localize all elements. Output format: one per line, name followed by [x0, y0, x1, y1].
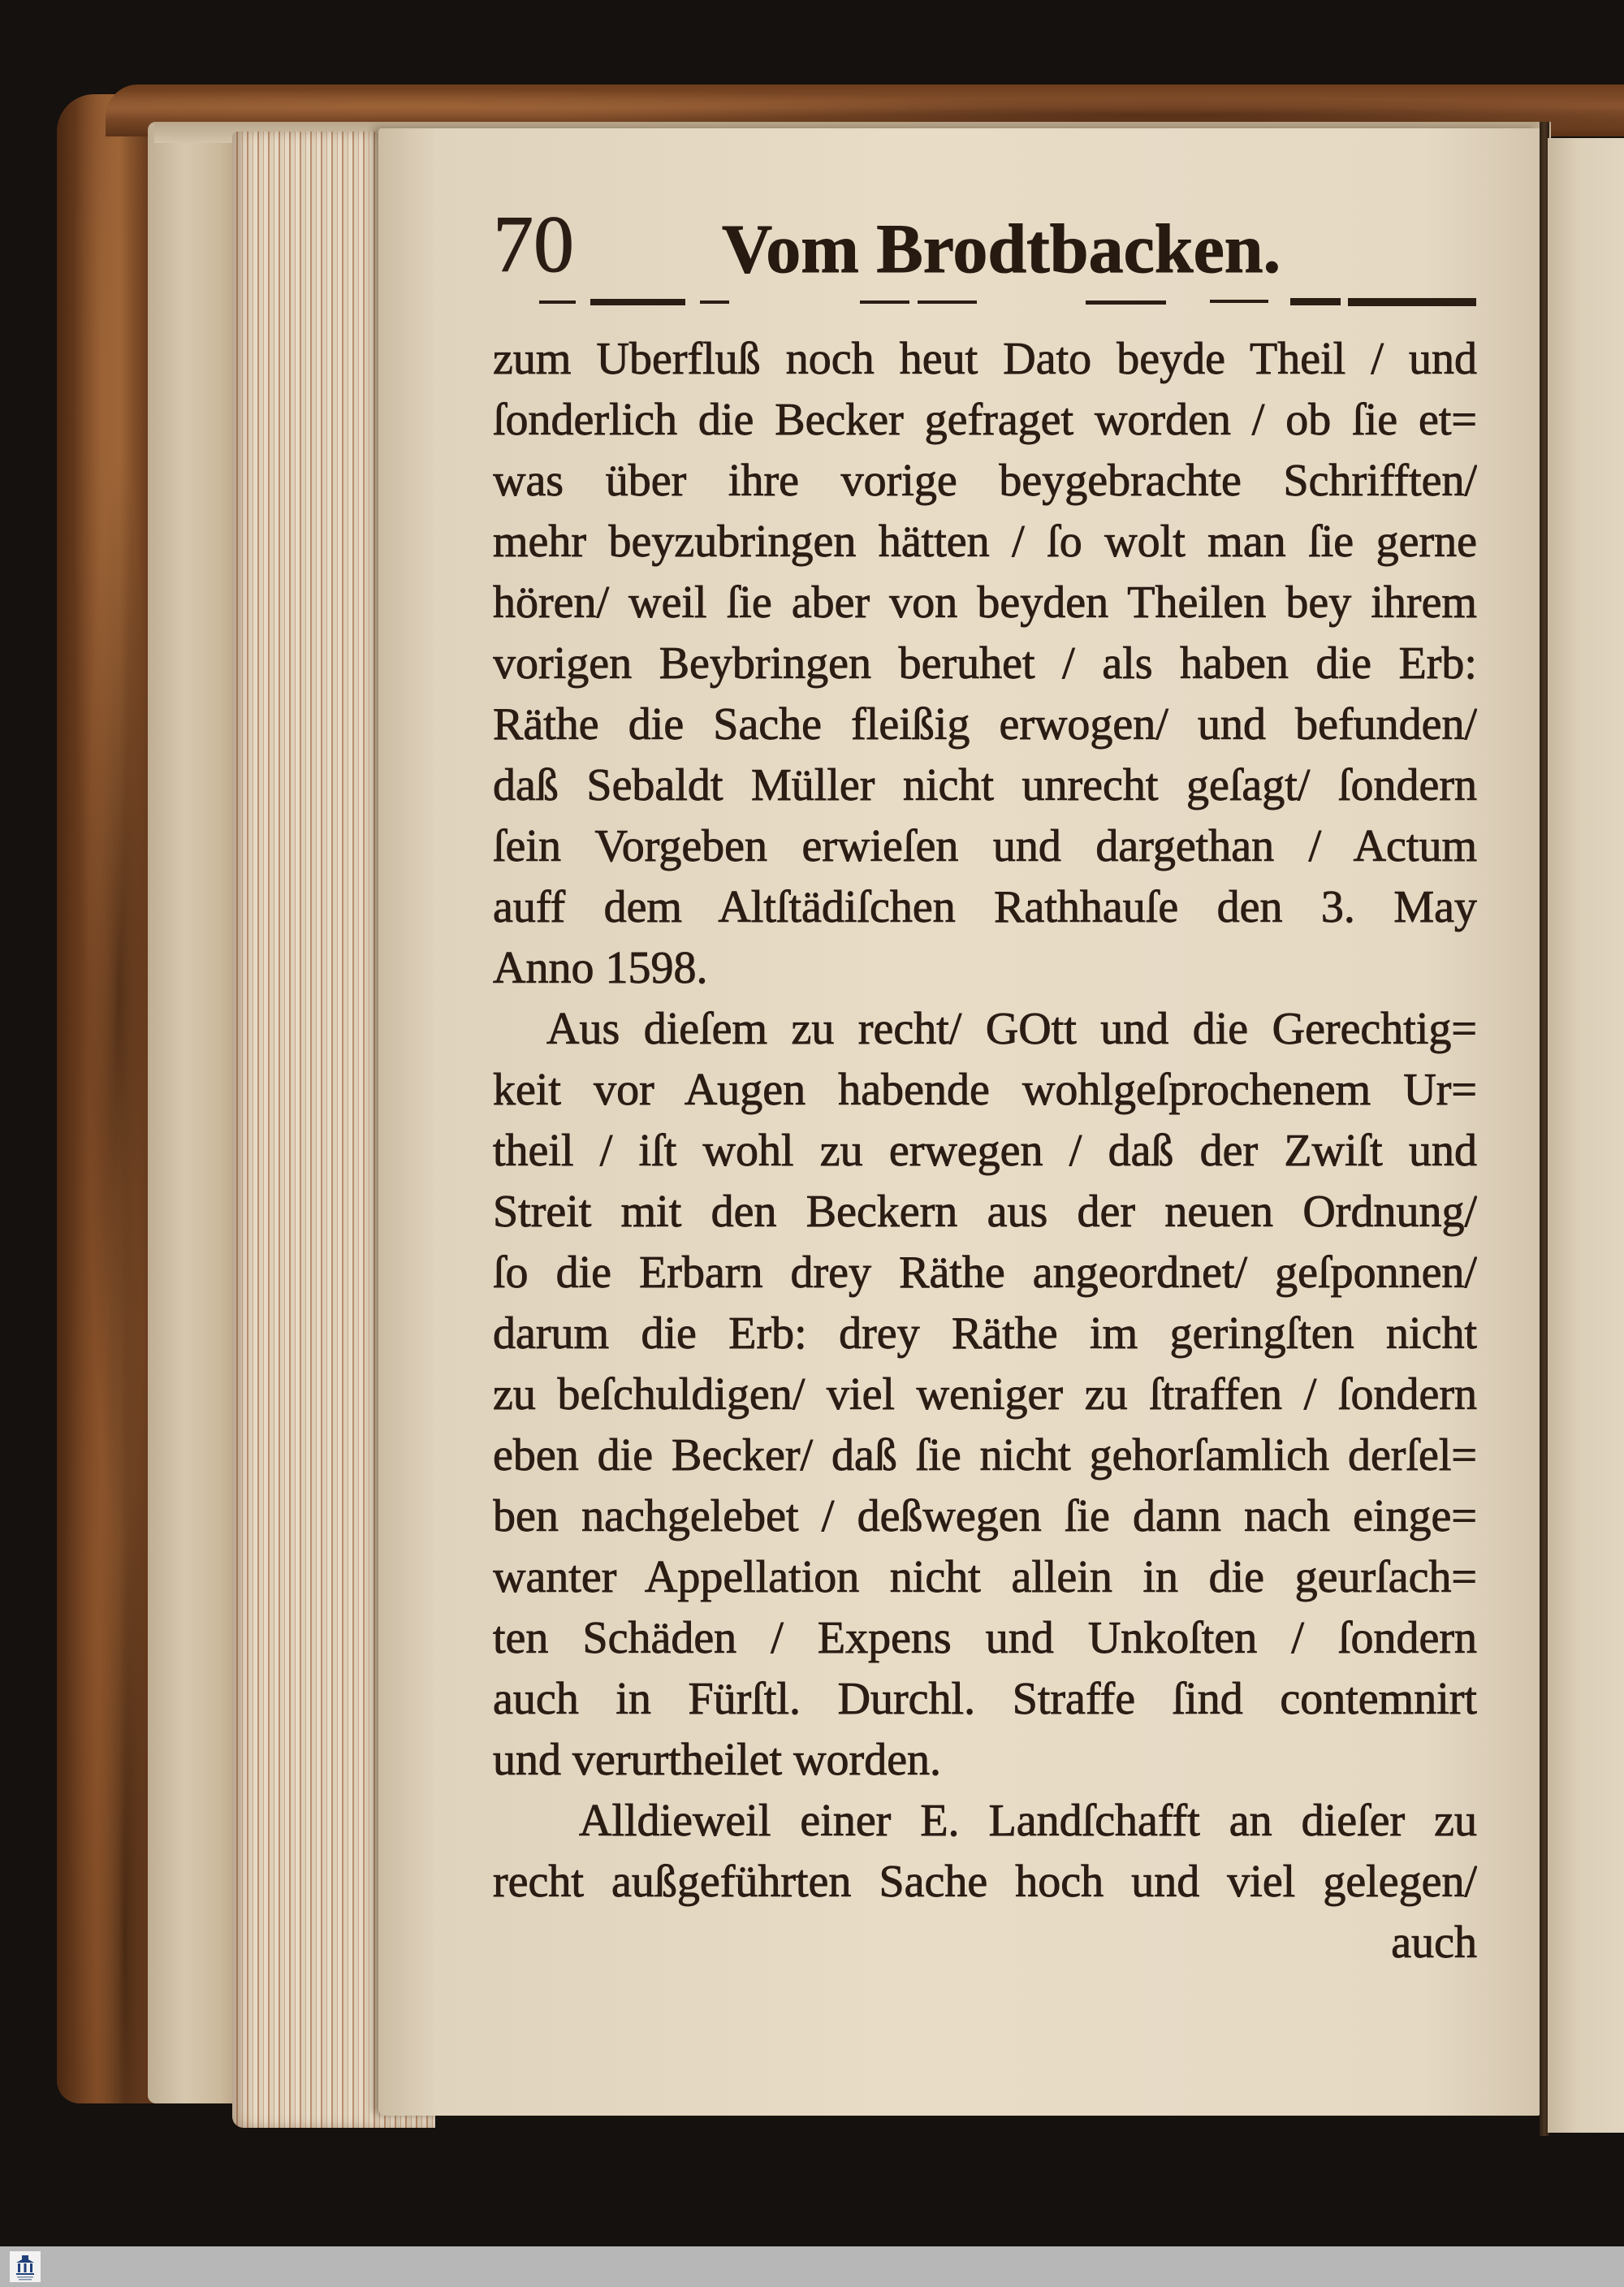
facing-page	[1548, 138, 1624, 2133]
text-line: recht außgeführten Sache hoch und viel gelegen/	[493, 1857, 1477, 1907]
catchword: auch	[1391, 1917, 1477, 1968]
text-line: was über ihre vorige beygebrachte Schrifften/	[493, 456, 1477, 506]
text-line: darum die Erb: drey Räthe im geringſten nicht	[493, 1308, 1477, 1359]
scan-footer-bar	[0, 2246, 1624, 2287]
text-line: auch in Fürſtl. Durchl. Straffe ſind contemnirt	[493, 1674, 1477, 1724]
text-line: Alldieweil einer E. Landſchafft an dieſer zu	[579, 1796, 1477, 1846]
text-line: Anno 1598.	[493, 943, 708, 993]
text-line: mehr beyzubringen hätten / ſo wolt man ſie gerne	[493, 517, 1477, 567]
text-line: ten Schäden / Expens und Unkoſten / ſondern	[493, 1613, 1477, 1663]
text-line: vorigen Beybringen beruhet / als haben die Erb:	[493, 638, 1477, 689]
text-line: zu beſchuldigen/ viel weniger zu ſtraffen / ſondern	[493, 1369, 1477, 1420]
text-line: wanter Appellation nicht allein in die geurſach=	[493, 1552, 1477, 1602]
text-block	[493, 329, 1477, 1974]
text-line: eben die Becker/ daß ſie nicht gehorſamlich derſel=	[493, 1430, 1477, 1481]
text-line: ben nachgelebet / deßwegen ſie dann nach einge=	[493, 1491, 1477, 1541]
text-line: auff dem Altſtädiſchen Rathhauſe den 3. May	[493, 882, 1477, 932]
text-line: ſonderlich die Becker gefraget worden / ob ſie et=	[493, 395, 1477, 445]
text-line: daß Sebaldt Müller nicht unrecht geſagt/ ſondern	[493, 760, 1477, 811]
library-logo-icon	[10, 2251, 41, 2282]
text-line: zum Uberfluß noch heut Dato beyde Theil / und	[493, 334, 1477, 384]
text-line: und verurtheilet worden.	[493, 1735, 942, 1785]
running-title: Vom Brodtbacken.	[722, 210, 1281, 287]
text-line: hören/ weil ſie aber von beyden Theilen bey ihrem	[493, 577, 1477, 628]
cover-board-edge	[148, 122, 239, 2103]
header-rule	[528, 292, 1486, 312]
text-line: ſein Vorgeben erwieſen und dargethan / Actum	[493, 821, 1477, 871]
text-line: Streit mit den Beckern aus der neuen Ordnung/	[493, 1187, 1477, 1237]
text-line: keit vor Augen habende wohlgeſprochenem Ur=	[493, 1065, 1477, 1115]
page-number: 70	[493, 199, 574, 289]
text-line: Aus dieſem zu recht/ GOtt und die Gerechtig=	[546, 1004, 1477, 1054]
text-line: ſo die Erbarn drey Räthe angeordnet/ geſponnen/	[493, 1247, 1477, 1298]
text-line: theil / iſt wohl zu erwegen / daß der Zwiſt und	[493, 1126, 1477, 1176]
text-line: Räthe die Sache fleißig erwogen/ und befunden/	[493, 699, 1477, 750]
